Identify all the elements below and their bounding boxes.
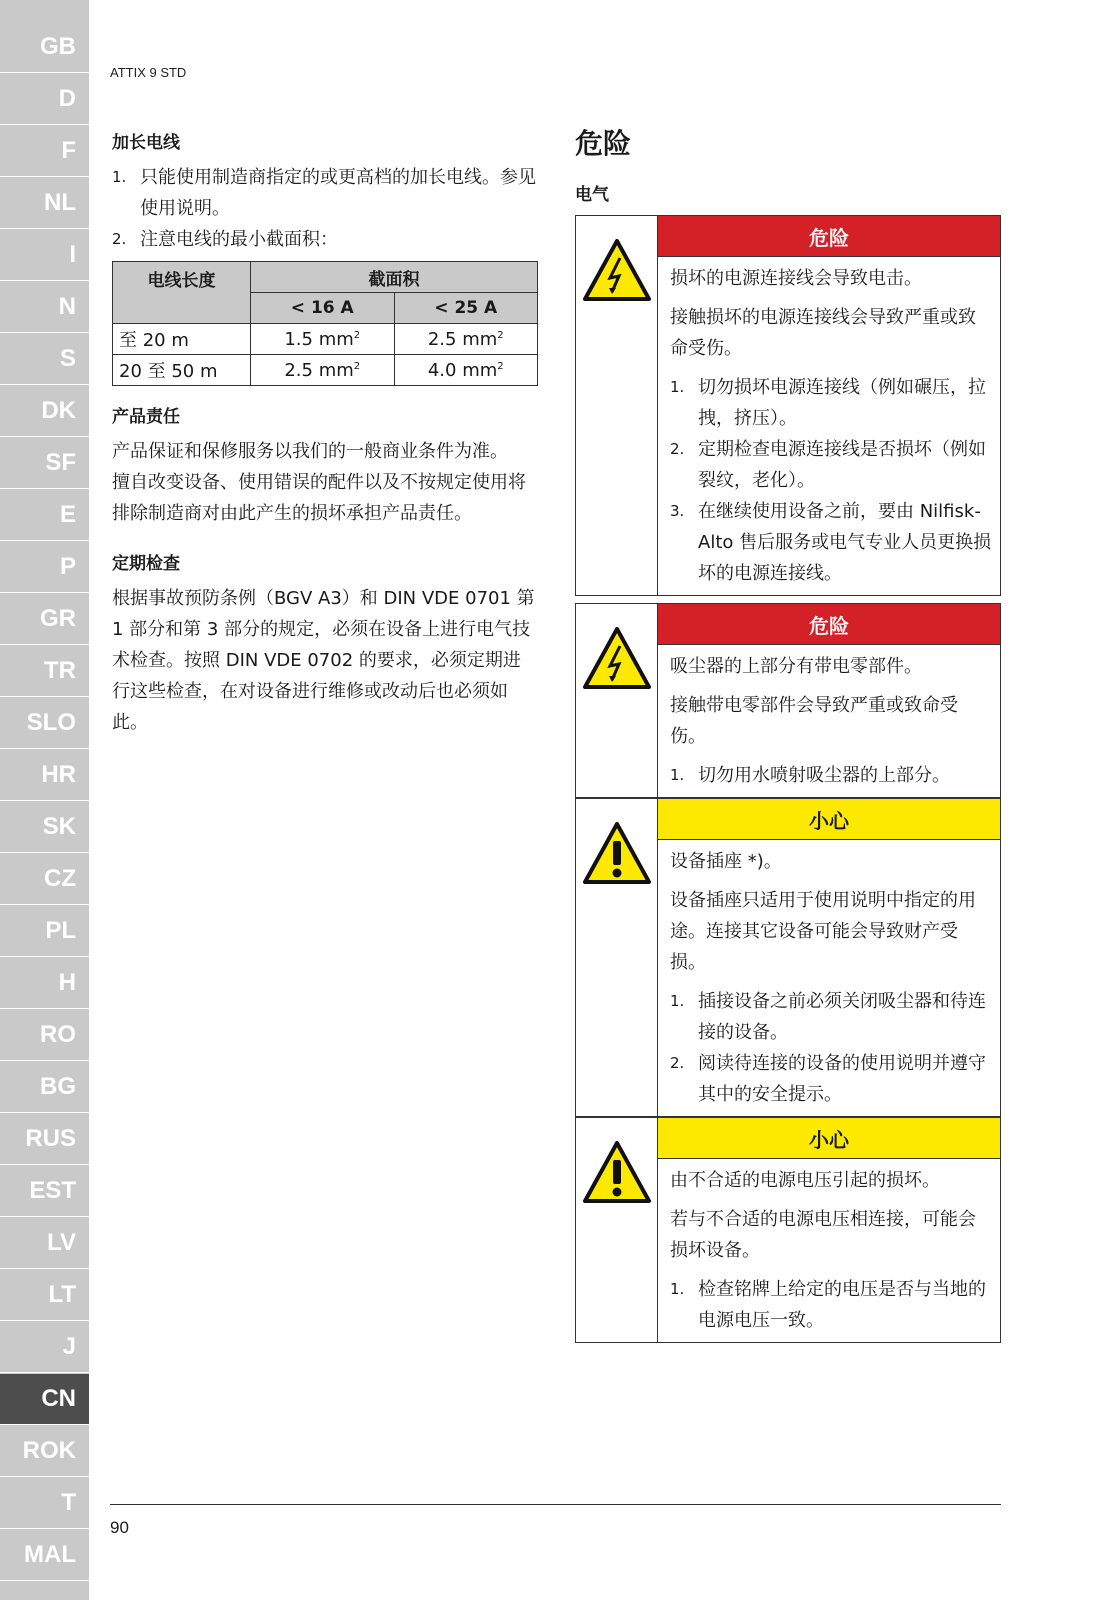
left-column (112, 128, 538, 738)
language-tab-pl[interactable]: PL (0, 906, 89, 957)
table-row: 至 20 m 1.5 $mm^2$ 2.5 $mm^2$ (113, 324, 538, 355)
language-tab-rus[interactable]: RUS (0, 1114, 89, 1165)
warning-steps (670, 986, 992, 1110)
list-item: 1. 检查铭牌上给定的电压是否与当地的电源电压一致。 (670, 1279, 986, 1331)
language-tab-rok[interactable]: ROK (0, 1426, 89, 1477)
language-tab-j[interactable]: J (0, 1322, 89, 1373)
liability-paragraph: 产品保证和保修服务以我们的一般商业条件为准。 (112, 441, 508, 462)
table-header-25a: < 25 A (394, 293, 538, 324)
warning-label: 小心 (658, 1118, 1000, 1159)
exclamation-warning-icon (582, 821, 652, 1116)
language-tab-e[interactable]: E (0, 490, 89, 541)
warning-consequence: 接触带电零部件会导致严重或致命受伤。 (670, 695, 958, 747)
warning-label: 危险 (658, 604, 1000, 645)
table-row: 20 至 50 m 2.5 $mm^2$ 4.0 $mm^2$ (113, 355, 538, 386)
warning-box-2 (575, 603, 1001, 798)
electric-hazard-icon (582, 626, 652, 797)
language-tab-lt[interactable]: LT (0, 1270, 89, 1321)
language-tab-s[interactable]: S (0, 334, 89, 385)
language-tab-lv[interactable]: LV (0, 1218, 89, 1269)
ext-cable-heading: 加长电线 (112, 133, 180, 153)
language-tab-hr[interactable]: HR (0, 750, 89, 801)
electric-subheading: 电气 (575, 185, 609, 205)
language-tab-tr[interactable]: TR (0, 646, 89, 697)
list-item: 2. 阅读待连接的设备的使用说明并遵守其中的安全提示。 (670, 1053, 986, 1105)
right-column (575, 122, 1000, 217)
warning-box-1 (575, 215, 1001, 596)
warning-summary: 吸尘器的上部分有带电零部件。 (670, 656, 922, 677)
language-tab-bg[interactable]: BG (0, 1062, 89, 1113)
language-tab-d[interactable]: D (0, 74, 89, 125)
list-item: 1. 切勿用水喷射吸尘器的上部分。 (670, 765, 950, 786)
liability-heading: 产品责任 (112, 407, 180, 427)
language-tab-p[interactable]: P (0, 542, 89, 593)
language-sidebar (0, 0, 89, 1600)
warning-consequence: 设备插座只适用于使用说明中指定的用途。连接其它设备可能会导致财产受损。 (670, 890, 976, 973)
table-header-length: 电线长度 (113, 262, 251, 324)
warning-summary: 由不合适的电源电压引起的损坏。 (670, 1170, 940, 1191)
language-tab-ro[interactable]: RO (0, 1010, 89, 1061)
table-header-section: 截面积 (251, 262, 538, 293)
warning-box-4 (575, 1117, 1001, 1343)
language-tab-t[interactable]: T (0, 1478, 89, 1529)
warning-consequence: 接触损坏的电源连接线会导致严重或致命受伤。 (670, 307, 976, 359)
language-tab-f[interactable]: F (0, 126, 89, 177)
warning-summary: 设备插座 *)。 (670, 851, 782, 872)
language-tab-cn[interactable]: CN (0, 1374, 89, 1425)
list-item: 2. 注意电线的最小截面积： (112, 229, 338, 250)
page-number: 90 (110, 1518, 129, 1537)
language-tab-cz[interactable]: CZ (0, 854, 89, 905)
language-tab-i[interactable]: I (0, 230, 89, 281)
warning-steps (670, 1274, 992, 1336)
warning-summary: 损坏的电源连接线会导致电击。 (670, 268, 922, 289)
liability-paragraph-2: 擅自改变设备、使用错误的配件以及不按规定使用将排除制造商对由此产生的损坏承担产品责任。 (112, 472, 526, 524)
language-tab-gb[interactable]: GB (0, 22, 89, 73)
cable-cross-section-table (112, 261, 538, 386)
ext-cable-list (112, 162, 538, 255)
language-tab-gr[interactable]: GR (0, 594, 89, 645)
list-item: 1. 插接设备之前必须关闭吸尘器和待连接的设备。 (670, 991, 986, 1043)
document-model: ATTIX 9 STD (110, 65, 187, 80)
table-header-16a: < 16 A (251, 293, 395, 324)
language-tab-mal[interactable]: MAL (0, 1530, 89, 1581)
inspection-heading: 定期检查 (112, 554, 180, 574)
electric-hazard-icon (582, 238, 652, 595)
list-item: 1. 只能使用制造商指定的或更高档的加长电线。参见使用说明。 (112, 167, 536, 219)
warning-label: 小心 (658, 799, 1000, 840)
list-item: 2. 定期检查电源连接线是否损坏（例如裂纹，老化）。 (670, 439, 986, 491)
warning-consequence: 若与不合适的电源电压相连接，可能会损坏设备。 (670, 1209, 976, 1261)
list-item: 3. 在继续使用设备之前，要由 Nilfisk-Alto 售后服务或电气专业人员更换损坏的电源连接线。 (670, 501, 992, 584)
language-tab-sf[interactable]: SF (0, 438, 89, 489)
warning-box-3 (575, 798, 1001, 1117)
language-tab-slo[interactable]: SLO (0, 698, 89, 749)
language-tab-nl[interactable]: NL (0, 178, 89, 229)
language-tab-h[interactable]: H (0, 958, 89, 1009)
list-item: 1. 切勿损坏电源连接线（例如碾压，拉拽，挤压）。 (670, 377, 986, 429)
inspection-paragraph: 根据事故预防条例（BGV A3）和 DIN VDE 0701 第 1 部分和第 3 部分的规定，必须在设备上进行电气技术检查。按照 DIN VDE 0702 的要求，必须定期进行这些检查，在对设备进行维修或改动后也必须如此。 (112, 588, 535, 733)
language-tab-est[interactable]: EST (0, 1166, 89, 1217)
warning-steps (670, 372, 992, 589)
language-tab-dk[interactable]: DK (0, 386, 89, 437)
footer-divider (110, 1504, 1001, 1505)
exclamation-warning-icon (582, 1140, 652, 1342)
warning-label: 危险 (658, 216, 1000, 257)
warning-steps (670, 760, 992, 791)
language-tab-n[interactable]: N (0, 282, 89, 333)
danger-heading: 危险 (575, 127, 632, 160)
language-tab-sk[interactable]: SK (0, 802, 89, 853)
